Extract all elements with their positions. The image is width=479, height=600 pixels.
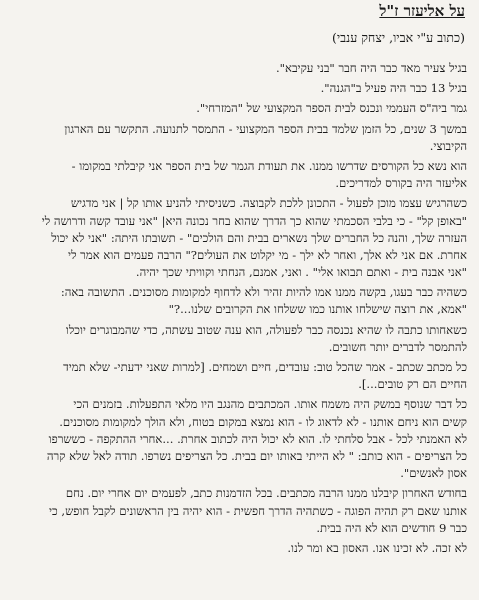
text-line: כל מכתב שכתב - אמר שהכל טוב: עובדים, חיים ושמחים. [למרות שאני ידעתי- שלא תמיד xyxy=(63,360,467,374)
text-line: לא האמנתי לכל - אבל סלחתי לו. הוא לא יכול היה לכתוב אחרת. ...אחרי ההתקפה - כששרפו xyxy=(48,431,467,446)
text-line: לא זכה. לא זכינו אנו. האסון בא ומר לנו. xyxy=(287,540,467,555)
text-line: אסון לאנשים". xyxy=(400,466,467,481)
text-line: כשאחותו כתבה לו שהיא נכנסה כבר לפעולה, הוא ענה שטוב עשתה, כדי שהמבוגרים יוכלו xyxy=(65,322,467,337)
text-line: אליעזר היה בקורס למדריכים. xyxy=(335,176,467,191)
text-line: כשהיה כבר בעגו, בקשה ממנו אמו להיות זהיר ולא לדחוף למקומות מסוכנים. התשובה באה: xyxy=(60,285,467,300)
text-line: גמר ביה"ס העממי ונכנס לבית הספר המקצועי של "המזרחי". xyxy=(196,101,467,116)
document-body xyxy=(6,60,467,557)
page-title: על אליעזר ז"ל xyxy=(379,2,465,20)
text-line: בחודש האחרון קיבלנו ממנו הרבה מכתבים. בכל הזדמנות כתב, לפעמים יום אחרי יום. נחם xyxy=(65,486,467,501)
text-line: החיים הם רק טובים...]. xyxy=(358,377,467,392)
text-line: כבר 9 חודשים הוא לא היה בבית. xyxy=(316,520,467,535)
text-line: בגיל 13 כבר היה פעיל ב"הגנה". xyxy=(320,81,467,96)
text-line: להתמסר לדברים יותר חשובים. xyxy=(328,339,467,354)
text-line: קשים הוא ניחם אותנו - לא לדאוג לו - הוא נמצא במקום בטוח, ולא הולך למקומות מסוכנים. xyxy=(59,414,467,429)
text-line: כשהרגיש עצמו מוכן לפעול - התכונן ללכת לקבוצה. כשניסיתי להניע אותו קל | אני מדגיש xyxy=(70,196,467,211)
text-line: אחרת. אם אני לא אלך, ואחר לא ילך - מי יקלוט את העולים?" הרבה פעמים הוא אמר לי xyxy=(68,247,467,262)
text-line: כל הצריפים - הוא כותב: " לא הייתי באותו יום בבית. כל הצריפים נשרפו. תודה לאל שלא קרה xyxy=(46,448,467,463)
text-line: "באופן קל" - כי בלבי הסכמתי שהוא כך הדרך שהוא בחר נכונה היא| "אני עובד קשה ודרושה לי xyxy=(41,213,467,228)
byline: (כתוב ע"י אביו, יצחק ענבי) xyxy=(331,30,465,45)
text-line: בגיל צעיר מאד כבר היה חבר "בני עקיבא". xyxy=(275,61,467,75)
text-line: כל דבר שנוסף במשק היה משמח אותו. המכתבים מהנגב היו מלאי התפעלות. בזמנים הכי xyxy=(73,397,467,412)
text-line: אותנו שאם רק תהיה הפוגה - כשתהיה הדרך חפשית - הוא יהיה בין הראשונים לקבל חופש, כי xyxy=(49,503,467,518)
text-line: העזרה שלך, והנה כל החברים שלך נשארים בבית והם הולכים" - תשובתו היתה: "אני לא יכול xyxy=(51,230,467,245)
text-line: "אני אבנה בית - ואתם תבואו אלי" . ואני, אמנם, הנחתי וקוויתי שכך יהיה. xyxy=(135,265,467,280)
text-line: במשך 3 שנים, כל הזמן שלמד בבית הספר המקצועי - התמסר לתנועה. התקשר עם הארגון xyxy=(64,121,467,136)
text-line: הקיבוצי. xyxy=(429,138,467,153)
text-line: הוא נשא כל הקורסים שדרשו ממנו. את תעודת הגמר של בית הספר אני קיבלתי במקומו - xyxy=(71,158,467,173)
text-line: "אמא, את רוצה שישלחו אותנו כמו ששלחו את הקרובים שלנו...?" xyxy=(168,302,467,317)
